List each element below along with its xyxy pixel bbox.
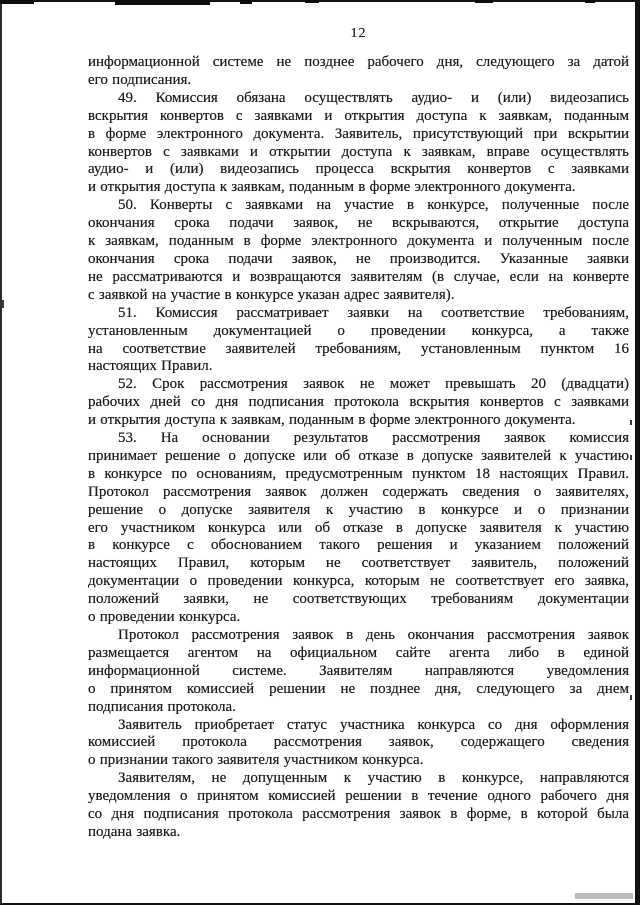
text-line: Заявитель приобретает статус участника конкурса со дня оформления <box>118 716 629 733</box>
text-line: подписания протокола. <box>88 698 236 715</box>
scan-artifact-dash <box>585 0 595 3</box>
document-text <box>88 54 629 842</box>
text-line: и открытия доступа к заявкам, поданным в форме электронного документа. <box>88 179 576 196</box>
text-line: Протокол рассмотрения заявок в день окончания рассмотрения заявок <box>118 627 629 643</box>
paragraph <box>88 770 629 842</box>
text-line: и открытия доступа к заявкам, поданным в форме электронного документа. <box>88 412 576 429</box>
text-line: принимает решение о допуске или об отказе в допуске заявителей к участию <box>88 447 629 464</box>
text-line: размещается агентом на официальном сайте агента либо в единой <box>88 644 629 661</box>
text-line: Протокол рассмотрения заявок должен содержать сведения о заявителях, <box>88 483 629 500</box>
text-line: о принятом комиссией решении не позднее дня, следующего за днем <box>88 680 629 697</box>
text-line: не рассматриваются и возвращаются заявителям (в случае, если на конверте <box>88 268 629 285</box>
text-line: к заявкам, поданным в форме электронного документа и полученным после <box>88 233 629 250</box>
text-line: в конкурсе по основаниям, предусмотренным пунктом 18 настоящих Правил. <box>88 465 629 482</box>
text-line: окончания срока подачи заявок, не производится. Указанные заявки <box>88 250 629 267</box>
text-line: 50. Конверты с заявками на участие в конкурсе, полученные после <box>118 197 629 214</box>
scan-artifact-dash <box>305 0 319 3</box>
text-line: решение о допуске заявителя к участию в конкурсе и о признании <box>88 501 629 518</box>
text-line: 53. На основании результатов рассмотрения заявок комиссия <box>118 430 629 447</box>
text-line: о проведении конкурса. <box>88 609 241 626</box>
paragraph <box>88 627 629 717</box>
paragraph <box>88 54 629 90</box>
text-line: в форме электронного документа. Заявитель, присутствующий при вскрытии <box>88 125 629 142</box>
scan-artifact-dash <box>475 0 493 3</box>
scan-artifact-dash <box>0 0 34 4</box>
page-number: 12 <box>350 26 367 41</box>
paragraph <box>88 717 629 771</box>
paragraph <box>88 305 629 377</box>
paragraph <box>88 197 629 304</box>
text-line: 51. Комиссия рассматривает заявки на соответствие требованиям, <box>118 304 629 321</box>
scan-artifact-speck <box>630 420 632 425</box>
text-line: информационной системе. Заявителям направляются уведомления <box>88 662 629 679</box>
text-line: комиссией протокола рассмотрения заявок, содержащего сведения <box>88 734 629 751</box>
text-line: 52. Срок рассмотрения заявок не может превышать 20 (двадцати) <box>118 376 629 393</box>
text-line: настоящих Правил. <box>88 358 213 375</box>
text-line: окончания срока подачи заявок, не вскрываются, открытие доступа <box>88 215 629 232</box>
paragraph <box>88 376 629 430</box>
text-line: конвертов с заявками и открытии доступа к заявкам, вправе осуществлять <box>88 143 629 160</box>
text-line: в конкурсе с обоснованием такого решения и указанием положений <box>88 537 629 554</box>
paragraph <box>88 430 629 627</box>
scan-edge-left <box>0 0 2 905</box>
text-line: на соответствие заявителей требованиям, установленным пунктом 16 <box>88 340 629 357</box>
text-line: Заявителям, не допущенным к участию в конкурсе, направляются <box>118 770 629 787</box>
text-line: аудио- и (или) видеозапись процесса вскрытия конвертов с заявками <box>88 161 629 178</box>
text-line: 49. Комиссия обязана осуществлять аудио- и (или) видеозапись <box>118 89 629 106</box>
scan-edge-right <box>635 0 640 905</box>
scan-artifact-dash <box>240 0 252 4</box>
scan-edge-top <box>0 0 640 2</box>
text-line: документации о проведении конкурса, которым не соответствует его заявка, <box>88 573 629 590</box>
scan-artifact-speck <box>630 455 632 460</box>
paragraph <box>88 90 629 197</box>
scan-artifact-speck <box>630 695 632 700</box>
scan-artifact-speck <box>1 300 4 308</box>
text-line: положений заявки, не соответствующих требованиям документации <box>88 591 629 608</box>
text-line: его участником конкурса или об отказе в допуске заявителя к участию <box>88 519 629 536</box>
text-line: его подписания. <box>88 71 192 88</box>
text-line: вскрытия конвертов с заявками и открытия доступа к заявкам, поданным <box>88 107 629 124</box>
text-line: подана заявка. <box>88 823 181 840</box>
text-line: рабочих дней со дня подписания протокола вскрытия конвертов с заявками <box>88 394 629 411</box>
scan-artifact-dash <box>115 0 210 5</box>
text-line: о признании такого заявителя участником конкурса. <box>88 752 424 769</box>
text-line: уведомления о принятом комиссией решении в течение одного рабочего дня <box>88 788 629 805</box>
scan-artifact-smudge <box>575 893 633 899</box>
text-line: настоящих Правил, которым не соответствует заявитель, положений <box>88 555 629 572</box>
text-line: с заявкой на участие в конкурсе указан адрес заявителя). <box>88 286 455 303</box>
text-line: со дня подписания протокола рассмотрения заявок в форме, в которой была <box>88 806 629 823</box>
text-line: информационной системе не позднее рабочего дня, следующего за датой <box>88 54 629 70</box>
text-line: установленным документацией о проведении конкурса, а также <box>88 322 629 339</box>
